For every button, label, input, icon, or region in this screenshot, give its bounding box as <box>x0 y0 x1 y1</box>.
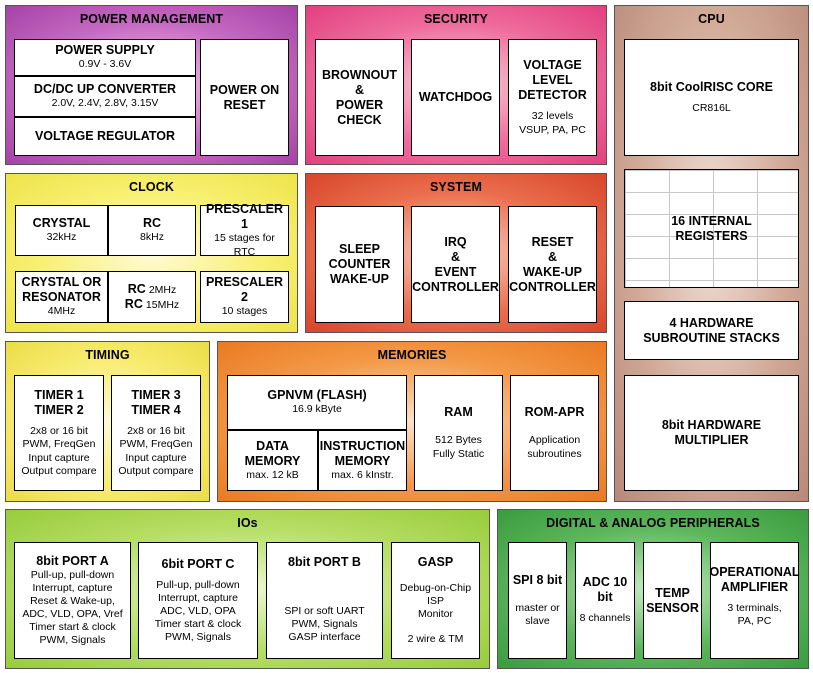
timer12-box <box>14 375 104 491</box>
registers-line: 16 INTERNAL <box>671 213 752 228</box>
rc-label: RC <box>127 281 146 296</box>
opamp-detail: PA, PC <box>737 615 772 628</box>
rom-detail: subroutines <box>527 447 582 460</box>
prescaler1-box <box>200 202 289 258</box>
rc-freq: 2MHz <box>148 283 177 296</box>
timer-detail: Input capture <box>28 451 90 464</box>
prescaler1-detail: 15 stages for RTC <box>214 232 275 258</box>
core-title: 8bit CoolRISC CORE <box>650 79 773 94</box>
prescaler2-title: PRESCALER 2 <box>205 275 284 305</box>
gasp-detail: ISP <box>427 594 444 607</box>
port-a-box <box>14 542 131 659</box>
voltage-regulator-label: VOLTAGE REGULATOR <box>34 129 176 143</box>
reset-line: RESET <box>531 234 574 249</box>
instruction-memory-line: MEMORY <box>334 453 391 468</box>
rc-15mhz-line <box>125 297 179 312</box>
opamp-title: AMPLIFIER <box>720 580 789 594</box>
timing-title: TIMING <box>85 348 130 362</box>
opamp-detail: 3 terminals, <box>727 602 782 614</box>
vld-line: VOLTAGE <box>523 58 582 73</box>
peripherals-section <box>497 509 809 669</box>
rc-freq: 15MHz <box>145 299 180 311</box>
port-b-detail: GASP interface <box>288 630 361 643</box>
port-c-box <box>138 542 258 659</box>
regulator-cell <box>15 118 195 155</box>
timer-detail: PWM, FreqGen <box>119 438 193 451</box>
instruction-memory-cell <box>319 431 406 490</box>
temp-title: SENSOR <box>646 600 699 615</box>
flash-title: GPNVM (FLASH) <box>267 388 367 403</box>
watchdog-label: WATCHDOG <box>418 90 493 104</box>
reset-line: WAKE-UP <box>522 264 583 279</box>
power-supply-range: 0.9V - 3.6V <box>78 58 132 71</box>
rc-title: RC <box>142 216 162 231</box>
vld-detail: 32 levels <box>531 110 574 123</box>
sleep-line: WAKE-UP <box>329 272 390 286</box>
power-on-reset-box <box>200 39 289 156</box>
por-line1: POWER ON <box>209 82 280 97</box>
stacks-line: 4 HARDWARE <box>669 315 754 330</box>
ram-title: RAM <box>444 405 473 420</box>
data-memory-cell <box>228 431 317 490</box>
ram-detail: 512 Bytes <box>435 434 482 447</box>
port-c-detail: Interrupt, capture <box>158 591 238 604</box>
adc-title: ADC 10 <box>582 575 628 590</box>
crystal-rc-box <box>15 205 196 256</box>
ios-section <box>5 509 490 669</box>
spi-title: SPI 8 bit <box>512 572 563 587</box>
power-supply-cell <box>15 40 195 75</box>
rom-apr-box <box>510 375 599 491</box>
core-model: CR816L <box>692 101 731 114</box>
port-a-detail: Reset & Wake-up, <box>30 594 115 607</box>
system-section <box>305 173 607 333</box>
irq-line: EVENT <box>434 264 477 279</box>
port-c-detail: ADC, VLD, OPA <box>160 604 236 617</box>
port-b-detail: PWM, Signals <box>291 617 358 630</box>
adc-detail: 8 channels <box>579 612 631 625</box>
dcdc-cell <box>15 77 195 115</box>
voltage-level-detector-box <box>508 39 597 156</box>
ios-title: IOs <box>237 516 258 530</box>
system-title: SYSTEM <box>430 180 482 194</box>
timer-title: TIMER 3 <box>131 388 181 403</box>
subroutine-stacks-box <box>624 301 799 360</box>
rc-2mhz-line <box>128 282 177 297</box>
brownout-line: & <box>354 82 365 97</box>
multiplier-label: 8bit HARDWARE MULTIPLIER <box>661 418 762 447</box>
power-stack-box <box>14 39 196 156</box>
dcdc-values: 2.0V, 2.4V, 2.8V, 3.15V <box>51 96 159 109</box>
brownout-box <box>315 39 404 156</box>
resonator-freq: 4MHz <box>47 305 76 318</box>
por-line2: RESET <box>223 97 266 112</box>
flash-size: 16.9 kByte <box>292 403 342 416</box>
power-management-title: POWER MANAGEMENT <box>79 12 224 26</box>
crystal-cell <box>16 206 107 255</box>
sleep-counter-box <box>315 206 404 323</box>
prescaler1-title: PRESCALER 1 <box>205 202 284 232</box>
power-management-section <box>5 5 298 165</box>
data-memory-size: max. 12 kB <box>246 468 299 481</box>
timer-detail: Output compare <box>21 464 97 477</box>
cpu-title: CPU <box>698 12 725 26</box>
clock-section <box>5 173 298 333</box>
port-c-title: 6bit PORT C <box>161 556 235 571</box>
vld-detail: VSUP, PA, PC <box>519 123 586 136</box>
rom-detail: Application <box>528 434 581 447</box>
port-a-detail: Pull-up, pull-down <box>30 568 115 581</box>
timing-section <box>5 341 210 502</box>
peripherals-title: DIGITAL & ANALOG PERIPHERALS <box>546 516 760 530</box>
data-memory-line: MEMORY <box>244 453 301 468</box>
flash-cell <box>228 376 406 429</box>
timer-title: TIMER 1 <box>34 388 84 403</box>
security-section <box>305 5 607 165</box>
dcdc-title: DC/DC UP CONVERTER <box>33 81 177 96</box>
gasp-wire: 2 wire & TM <box>407 632 464 645</box>
resonator-rc-box <box>15 271 196 323</box>
resonator-line: RESONATOR <box>22 290 101 305</box>
stacks-line: SUBROUTINE STACKS <box>643 330 780 345</box>
adc-title: bit <box>597 590 613 605</box>
irq-line: IRQ <box>444 234 467 249</box>
instruction-memory-line: INSTRUCTION <box>319 438 406 453</box>
temp-title: TEMP <box>655 585 690 600</box>
hardware-multiplier-box <box>624 375 799 491</box>
reset-line: CONTROLLER <box>509 279 596 294</box>
spi-detail: slave <box>525 615 550 627</box>
clock-title: CLOCK <box>129 180 174 194</box>
gasp-details <box>400 582 471 621</box>
crystal-freq: 32kHz <box>46 231 77 244</box>
port-c-detail: PWM, Signals <box>165 631 231 644</box>
irq-controller-box <box>411 206 500 323</box>
spi-box <box>508 542 567 659</box>
memories-section <box>217 341 607 502</box>
timer-detail: 2x8 or 16 bit <box>30 425 88 438</box>
resonator-line: CRYSTAL OR <box>21 275 102 290</box>
timer-title: TIMER 2 <box>34 403 84 418</box>
port-a-detail: Interrupt, capture <box>32 581 113 594</box>
spi-detail: master or <box>515 601 560 614</box>
data-memory-line: DATA <box>256 438 289 453</box>
reset-controller-box <box>508 206 597 323</box>
opamp-title: OPERATIONAL <box>709 565 800 579</box>
rc-label: RC <box>124 297 143 311</box>
rom-title: ROM-APR <box>524 405 585 420</box>
port-a-detail: ADC, VLD, OPA, Vref <box>22 608 123 620</box>
gasp-detail: Monitor <box>417 608 453 620</box>
timer34-box <box>111 375 201 491</box>
instruction-memory-size: max. 6 kInstr. <box>331 468 394 481</box>
flash-memory-box <box>227 375 407 491</box>
internal-registers-box <box>624 169 799 288</box>
memories-title: MEMORIES <box>377 348 447 362</box>
gasp-detail: Debug-on-Chip <box>399 581 472 594</box>
power-supply-title: POWER SUPPLY <box>55 43 155 58</box>
sleep-line: COUNTER <box>328 257 391 271</box>
security-title: SECURITY <box>423 12 488 26</box>
gasp-title: GASP <box>417 555 454 569</box>
port-c-detail: Timer start & clock <box>154 618 242 631</box>
watchdog-box <box>411 39 500 156</box>
port-b-box <box>266 542 383 659</box>
timer-detail: 2x8 or 16 bit <box>127 425 185 438</box>
vld-line: DETECTOR <box>518 88 587 103</box>
adc-box <box>575 542 635 659</box>
coolrisc-core-box <box>624 39 799 156</box>
port-b-details <box>284 605 364 644</box>
gasp-box <box>391 542 480 659</box>
timer-title: TIMER 4 <box>131 403 181 418</box>
rc-mhz-cell <box>109 272 195 322</box>
brownout-line: CHECK <box>337 112 382 127</box>
port-a-detail: Timer start & clock <box>29 621 116 634</box>
timer-detail: PWM, FreqGen <box>22 438 96 451</box>
cpu-section <box>614 5 809 502</box>
reset-line: & <box>547 249 558 264</box>
sleep-line: SLEEP <box>339 242 380 256</box>
brownout-line: POWER <box>335 97 384 112</box>
timer-detail: Input capture <box>125 451 187 464</box>
prescaler2-detail: 10 stages <box>221 305 268 318</box>
port-a-detail: PWM, Signals <box>39 634 106 647</box>
port-c-detail: Pull-up, pull-down <box>156 578 240 591</box>
vld-line: LEVEL <box>532 73 573 88</box>
temp-sensor-box <box>643 542 702 659</box>
operational-amplifier-box <box>710 542 799 659</box>
resonator-cell <box>16 272 107 322</box>
irq-line: & <box>450 249 461 264</box>
prescaler2-box <box>200 271 289 323</box>
brownout-line: BROWNOUT <box>322 67 397 82</box>
port-b-title: 8bit PORT B <box>288 555 361 569</box>
registers-line: REGISTERS <box>675 228 748 243</box>
rc-cell <box>109 206 195 255</box>
ram-detail: Fully Static <box>432 447 485 460</box>
rc-freq: 8kHz <box>140 231 164 244</box>
ram-box <box>414 375 503 491</box>
timer-detail: Output compare <box>118 464 194 477</box>
port-b-detail: SPI or soft UART <box>284 604 365 617</box>
crystal-title: CRYSTAL <box>32 216 91 231</box>
irq-line: CONTROLLER <box>412 279 499 294</box>
port-a-title: 8bit PORT A <box>36 553 109 568</box>
